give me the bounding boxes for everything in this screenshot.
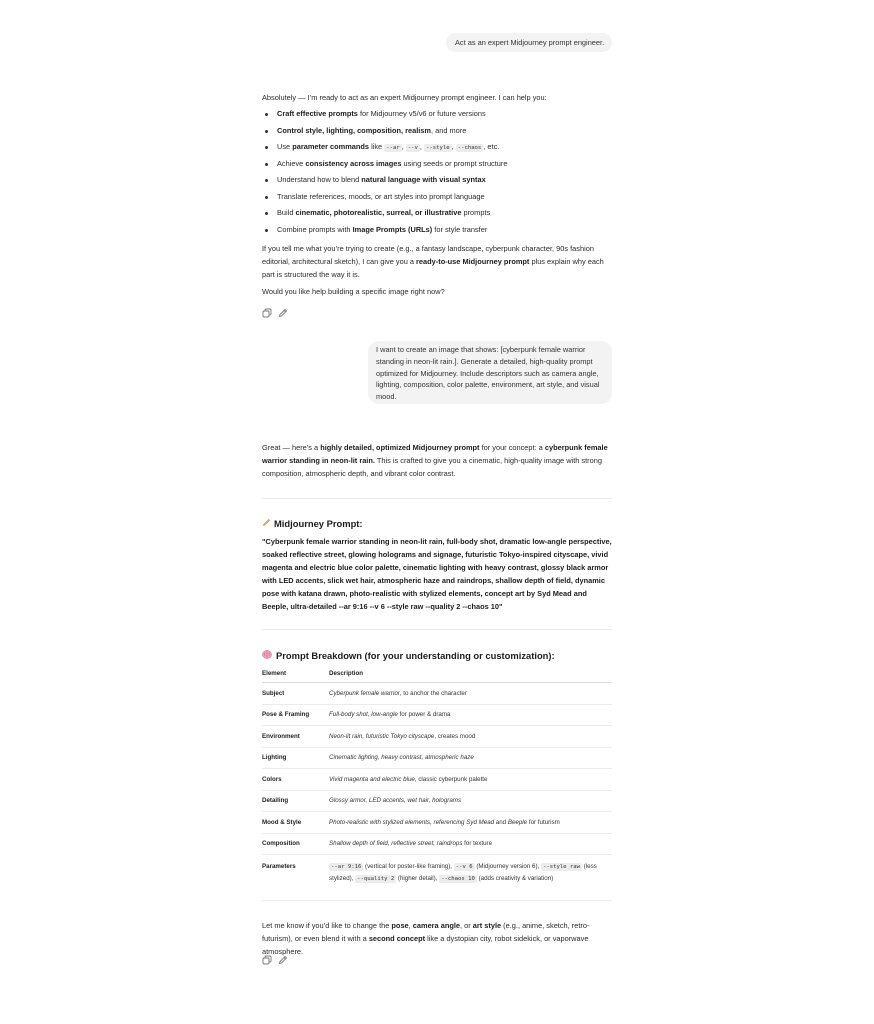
prompt-heading: Midjourney Prompt: (262, 518, 363, 530)
list-item: Understand how to blend natural language with visual syntax (262, 172, 612, 189)
user-message-text: I want to create an image that shows: [cyberpunk female warrior standing in neon-lit rain.]. Generate a detailed, high-quality prompt optimized for Midjourney. Include descriptors such as camera angle, lighting, composition, color palette, environment, art style, and visual mood. (376, 345, 600, 402)
table-header (262, 664, 612, 683)
list-item: Combine prompts with Image Prompts (URLs) for style transfer (262, 222, 612, 239)
message-actions (262, 952, 288, 964)
list-item: Achieve consistency across images using seeds or prompt structure (262, 156, 612, 173)
copy-icon[interactable] (262, 952, 272, 962)
table-row: Lighting Cinematic lighting, heavy contrast, atmospheric haze (262, 747, 612, 769)
edit-icon[interactable] (278, 305, 288, 315)
brain-icon (262, 650, 276, 662)
divider (262, 900, 612, 901)
col-header: Element (262, 664, 329, 683)
breakdown-table-wrap (262, 664, 612, 891)
closing-text: Let me know if you’d like to change the pose, camera angle, or art style (e.g., anime, sketch, retro-futurism), or even blend it with a second concept like a dystopian city, robot sidekick, or vaporwave atmosphere. (262, 921, 590, 956)
table-row: Pose & Framing Full-body shot, low-angle for power & drama (262, 704, 612, 726)
capabilities-list (262, 106, 612, 238)
list-item: Use parameter commands like --ar , --v , --style , --chaos , etc. (262, 139, 612, 156)
table-row: Colors Vivid magenta and electric blue, classic cyberpunk palette (262, 769, 612, 791)
divider (262, 498, 612, 499)
assistant-message (262, 91, 612, 298)
assistant-paragraph: If you tell me what you’re trying to create (e.g., a fantasy landscape, cyberpunk character, 90s fashion editorial, architectural sketch), I can give you a ready-to-use Midjourney prompt plus explain why each part is structured the way it is. (262, 244, 604, 280)
assistant-message (262, 441, 612, 480)
assistant-closing (262, 919, 612, 958)
table-row: Parameters --ar 9:16 (vertical for poster-like framing), --v 6 (Midjourney version 6), --style raw (less stylized), --quality 2 (higher detail), --chaos 10 (adds creativity & variation) (262, 863, 597, 882)
prompt-block (262, 535, 612, 613)
user-message-bubble (446, 33, 612, 52)
assistant-intro: Absolutely — I’m ready to act as an expert Midjourney prompt engineer. I can help you: (262, 93, 547, 102)
user-message-text: Act as an expert Midjourney prompt engineer. (455, 38, 605, 47)
list-item: Control style, lighting, composition, realism, and more (262, 123, 612, 140)
list-item: Translate references, moods, or art styles into prompt language (262, 189, 612, 206)
table-row: Subject Cyberpunk female warrior, to anchor the character (262, 683, 612, 705)
divider (262, 629, 612, 630)
table-row: Environment Neon-lit rain, futuristic Tokyo cityscape, creates mood (262, 726, 612, 748)
pencil-icon (262, 518, 274, 530)
table-row: Composition Shallow depth of field, reflective street, raindrops for texture (262, 833, 612, 855)
breakdown-table (262, 664, 612, 891)
table-row: Mood & Style Photo-realistic with stylized elements, referencing Syd Mead and Beeple for futurism (262, 812, 612, 834)
prompt-text: "Cyberpunk female warrior standing in neon-lit rain, full-body shot, dramatic low-angle perspective, soaked reflective street, glowing holograms and signage, futuristic Tokyo-inspired cityscape, vivid magenta and electric blue color palette, cinematic lighting with heavy contrast, glossy black armor with LED accents, slick wet hair, atmospheric haze and raindrops, shallow depth of field, dynamic pose with katana drawn, photo-realistic with stylized elements, concept art by Syd Mead and Beeple, ultra-detailed --ar 9:16 --v 6 --style raw --quality 2 --chaos 10" (262, 537, 612, 611)
user-message-bubble (368, 341, 612, 404)
edit-icon[interactable] (278, 952, 288, 962)
breakdown-heading: Prompt Breakdown (for your understanding or customization): (262, 650, 555, 662)
list-item: Build cinematic, photorealistic, surreal, or illustrative prompts (262, 205, 612, 222)
copy-icon[interactable] (262, 305, 272, 315)
assistant-question: Would you like help building a specific image right now? (262, 286, 445, 296)
list-item: Craft effective prompts for Midjourney v5/v6 or future versions (262, 106, 612, 123)
col-header: Description (329, 664, 612, 683)
message-actions (262, 305, 288, 317)
assistant-intro: Great — here’s a highly detailed, optimized Midjourney prompt for your concept: a cyberpunk female warrior standing in neon-lit rain. This is crafted to give you a cinematic, high-quality image with strong composition, atmospheric depth, and vibrant color contrast. (262, 443, 608, 478)
table-row: Detailing Glossy armor, LED accents, wet hair, holograms (262, 790, 612, 812)
